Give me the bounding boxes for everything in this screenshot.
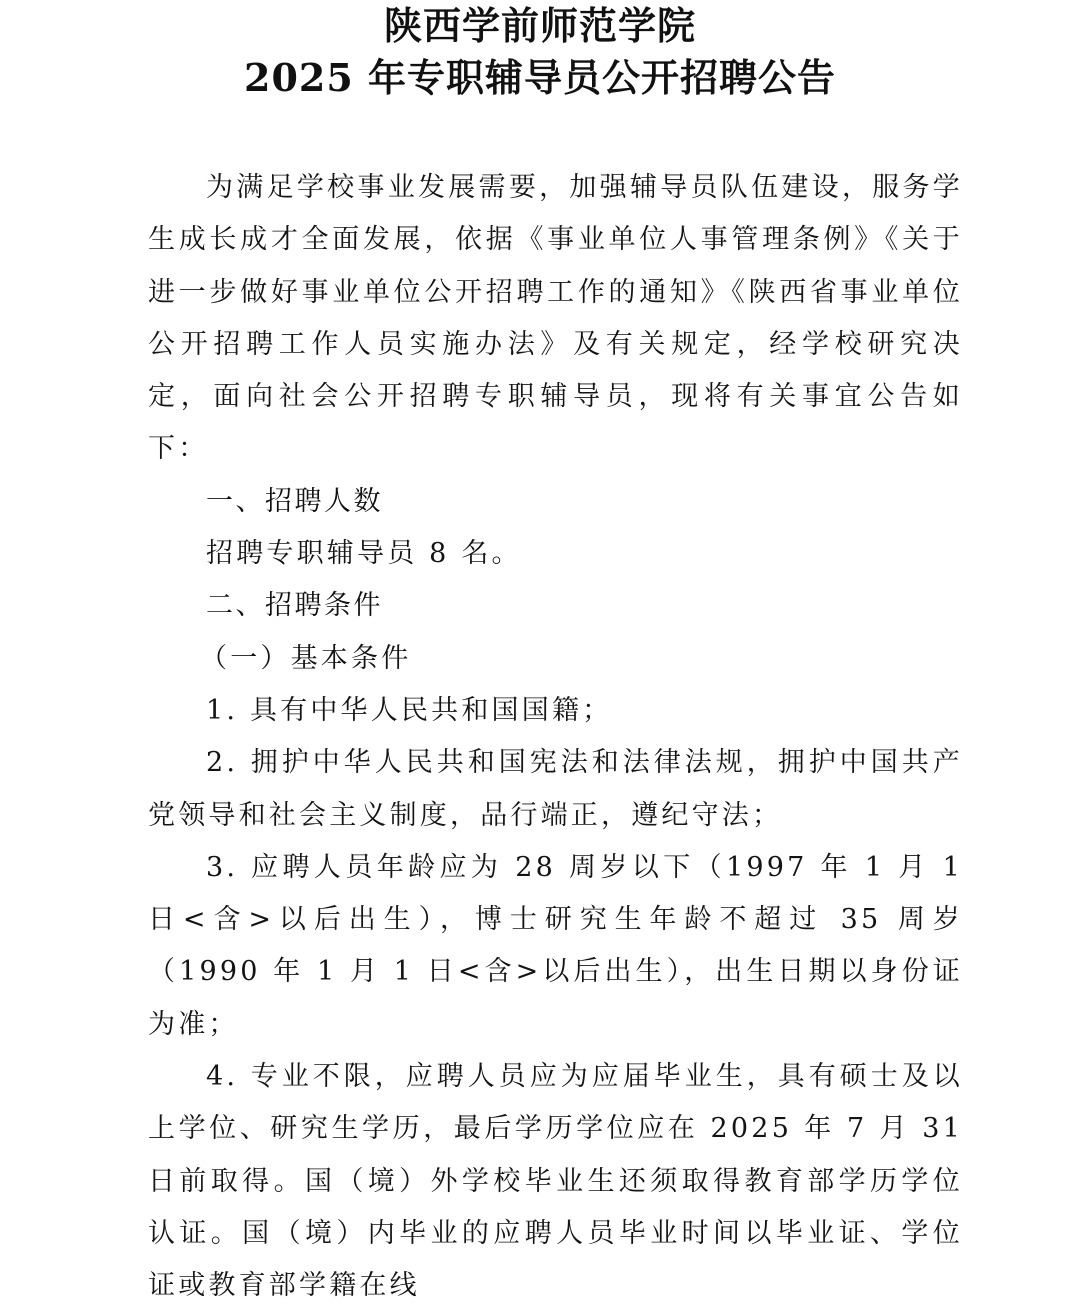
document-body [148, 162, 963, 1313]
condition-item: 4. 专业不限，应聘人员应为应届毕业生，具有硕士及以上学位、研究生学历，最后学历学位应在 2025 年 7 月 31 日前取得。国（境）外学校毕业生还须取得教育部学历学位认证。国（境）内毕业的应聘人员毕业时间以毕业证、学位证或教育部学籍在线 [148, 1061, 963, 1302]
condition-item: 3. 应聘人员年龄应为 28 周岁以下（1997 年 1 月 1 日<含>以后出生），博士研究生年龄不超过 35 周岁（1990 年 1 月 1 日<含>以后出生），出生日期以身份证为准； [148, 851, 963, 1040]
section-heading-recruit-number: 一、招聘人数 [206, 485, 383, 517]
document-title-line2: 2025 年专职辅导员公开招聘公告 [244, 55, 836, 100]
recruit-number-text: 招聘专职辅导员 8 名。 [206, 538, 522, 570]
document-title-line1: 陕西学前师范学院 [383, 3, 696, 48]
subsection-heading-basic-conditions: （一）基本条件 [200, 642, 412, 674]
intro-paragraph: 为满足学校事业发展需要，加强辅导员队伍建设，服务学生成长成才全面发展，依据《事业单位人事管理条例》《关于进一步做好事业单位公开招聘工作的通知》《陕西省事业单位公开招聘工作人员实施办法》及有关规定，经学校研究决定，面向社会公开招聘专职辅导员，现将有关事宜公告如下： [148, 172, 963, 465]
section-heading-recruit-conditions: 二、招聘条件 [206, 590, 383, 622]
condition-item: 1. 具有中华人民共和国国籍； [206, 694, 613, 726]
condition-item: 2. 拥护中华人民共和国宪法和法律法规，拥护中国共产党领导和社会主义制度，品行端正，遵纪守法； [148, 747, 963, 831]
